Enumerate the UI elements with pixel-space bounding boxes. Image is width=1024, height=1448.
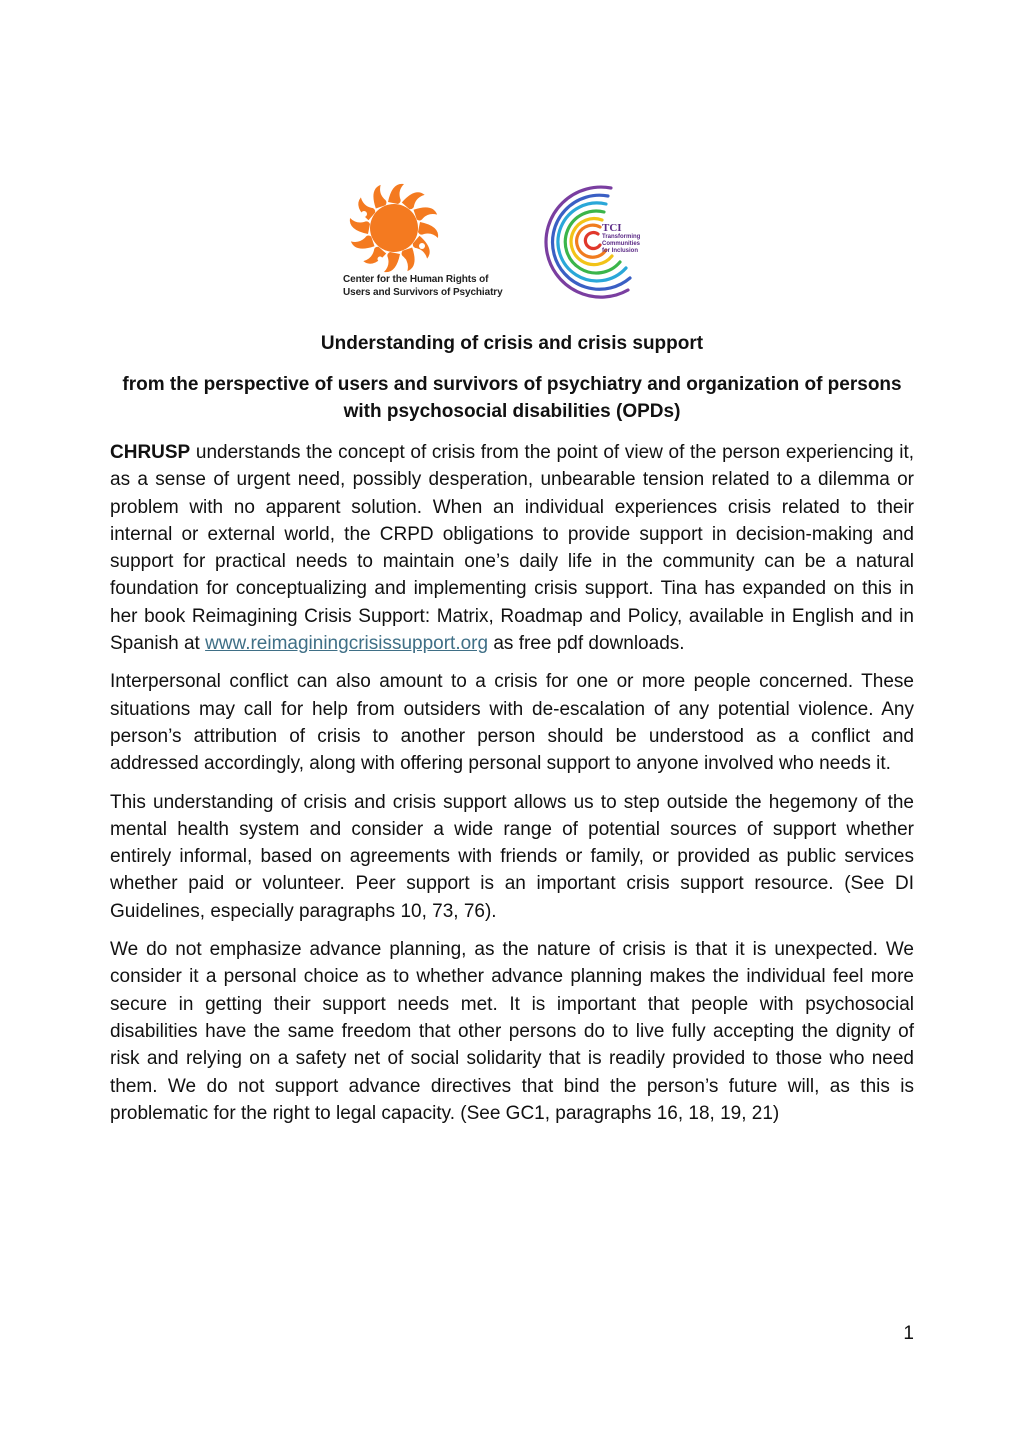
page-number: 1 [903, 1323, 914, 1344]
chrusp-caption-line2: Users and Survivors of Psychiatry [343, 287, 503, 298]
paragraph-4: We do not emphasize advance planning, as the nature of crisis is that it is unexpected. We consider it a personal choice as to whether advance planning makes the individual feel more secure in getting their support needs met. It is important that people with psychosocial disabilities have the same freedom that other persons do to live fully accepting the dignity of risk and relying on a safety net of social solidarity that is readily provided to those who need them. We do not support advance directives that bind the person’s future will, as this is problematic for the right to legal capacity. (See GC1, paragraphs 16, 18, 19, 21) [110, 939, 914, 1124]
document-title: Understanding of crisis and crisis support [320, 333, 704, 354]
paragraph-3: This understanding of crisis and crisis support allows us to step outside the hegemony of the mental health system and consider a wide range of potential sources of support whether entirely informal, based on agreements with friends or family, or provided as public services whether paid or volunteer. Peer support is an important crisis support resource. (See DI Guidelines, especially paragraphs 10, 73, 76). [110, 791, 914, 922]
chrusp-caption [343, 273, 503, 299]
org-name: CHRUSP [110, 442, 191, 463]
paragraph-1 [110, 439, 914, 657]
chrusp-logo [338, 178, 508, 304]
paragraph-2: Interpersonal conflict can also amount to a crisis for one or more people concerned. These situations may call for help from outsiders with de-escalation of any potential violence. Any person’s attribution of crisis to another person should be understood as a conflict and addressed accordingly, along with offering personal support to anyone involved who needs it. [110, 671, 914, 775]
chrusp-caption-line1: Center for the Human Rights of [343, 274, 489, 285]
tci-logo [540, 182, 658, 300]
website-link[interactable]: www.reimaginingcrisissupport.org [205, 633, 489, 655]
tci-abbr: TCI [602, 222, 622, 234]
tci-wordmark [602, 222, 654, 255]
tci-line3: for Inclusion [602, 248, 638, 254]
orange-sun-icon [344, 178, 444, 278]
paragraph-1-tail: as free pdf downloads. [488, 633, 685, 655]
document-body [110, 439, 914, 1138]
tci-line2: Communities [602, 241, 641, 247]
document-subtitle: from the perspective of users and survivors of psychiatry and organization of persons with psychosocial disabilities (OPDs) [122, 374, 902, 422]
paragraph-1-text: understands the concept of crisis from the point of view of the person experiencing it, as a sense of urgent need, possibly desperation, unbearable tension related to a dilemma or problem with no apparent solution. When an individual experiences crisis related to their internal or external world, the CRPD obligations to provide support in decision-making and support for practical needs to maintain one’s daily life in the community can be a natural foundation for conceptualizing and implementing crisis support. Tina has expanded on this in her book Reimagining Crisis Support: Matrix, Roadmap and Policy, available in English and in Spanish at [110, 442, 914, 655]
tci-line1: Transforming [602, 234, 641, 240]
